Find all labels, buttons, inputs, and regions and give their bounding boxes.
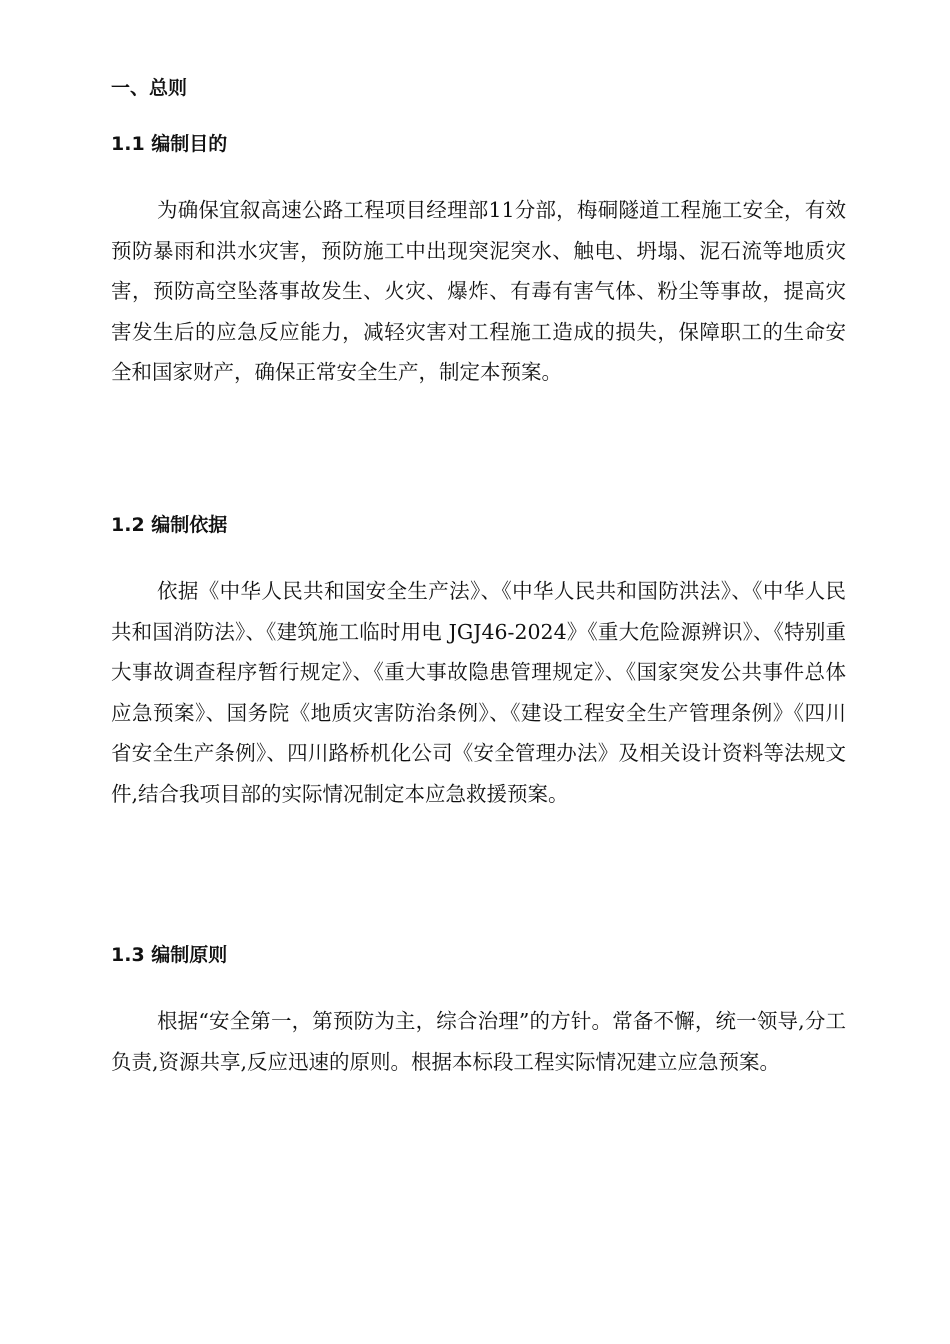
chapter-heading: 一、总则 <box>111 77 188 99</box>
section-heading-basis: 1.2 编制依据 <box>111 514 228 536</box>
section-heading-principle: 1.3 编制原则 <box>111 944 228 966</box>
section-body-basis: 依据《中华人民共和国安全生产法》、《中华人民共和国防洪法》、《中华人民共和国消防法》、《建筑施工临时用电 JGJ46-2024》《重大危险源辨识》、《特别重大事故调查程序暂行规定》、《重大事故隐患管理规定》、《国家突发公共事件总体应急预案》、国务院《地质灾害防治条例》、《建设工程安全生产管理条例》《四川省安全生产条例》、四川路桥机化公司《安全管理办法》及相关设计资料等法规文件,结合我项目部的实际情况制定本应急救援预案。 <box>111 579 846 806</box>
section-body-purpose: 为确保宜叙高速公路工程项目经理部11分部，梅硐隧道工程施工安全，有效预防暴雨和洪水灾害，预防施工中出现突泥突水、触电、坍塌、泥石流等地质灾害，预防高空坠落事故发生、火灾、爆炸、有毒有害气体、粉尘等事故，提高灾害发生后的应急反应能力，减轻灾害对工程施工造成的损失，保障职工的生命安全和国家财产，确保正常安全生产，制定本预案。 <box>111 198 846 384</box>
section-body-principle: 根据“安全第一，第预防为主，综合治理”的方针。常备不懈，统一领导,分工负责,资源共享,反应迅速的原则。根据本标段工程实际情况建立应急预案。 <box>111 1009 846 1074</box>
section-heading-purpose: 1.1 编制目的 <box>111 133 228 155</box>
